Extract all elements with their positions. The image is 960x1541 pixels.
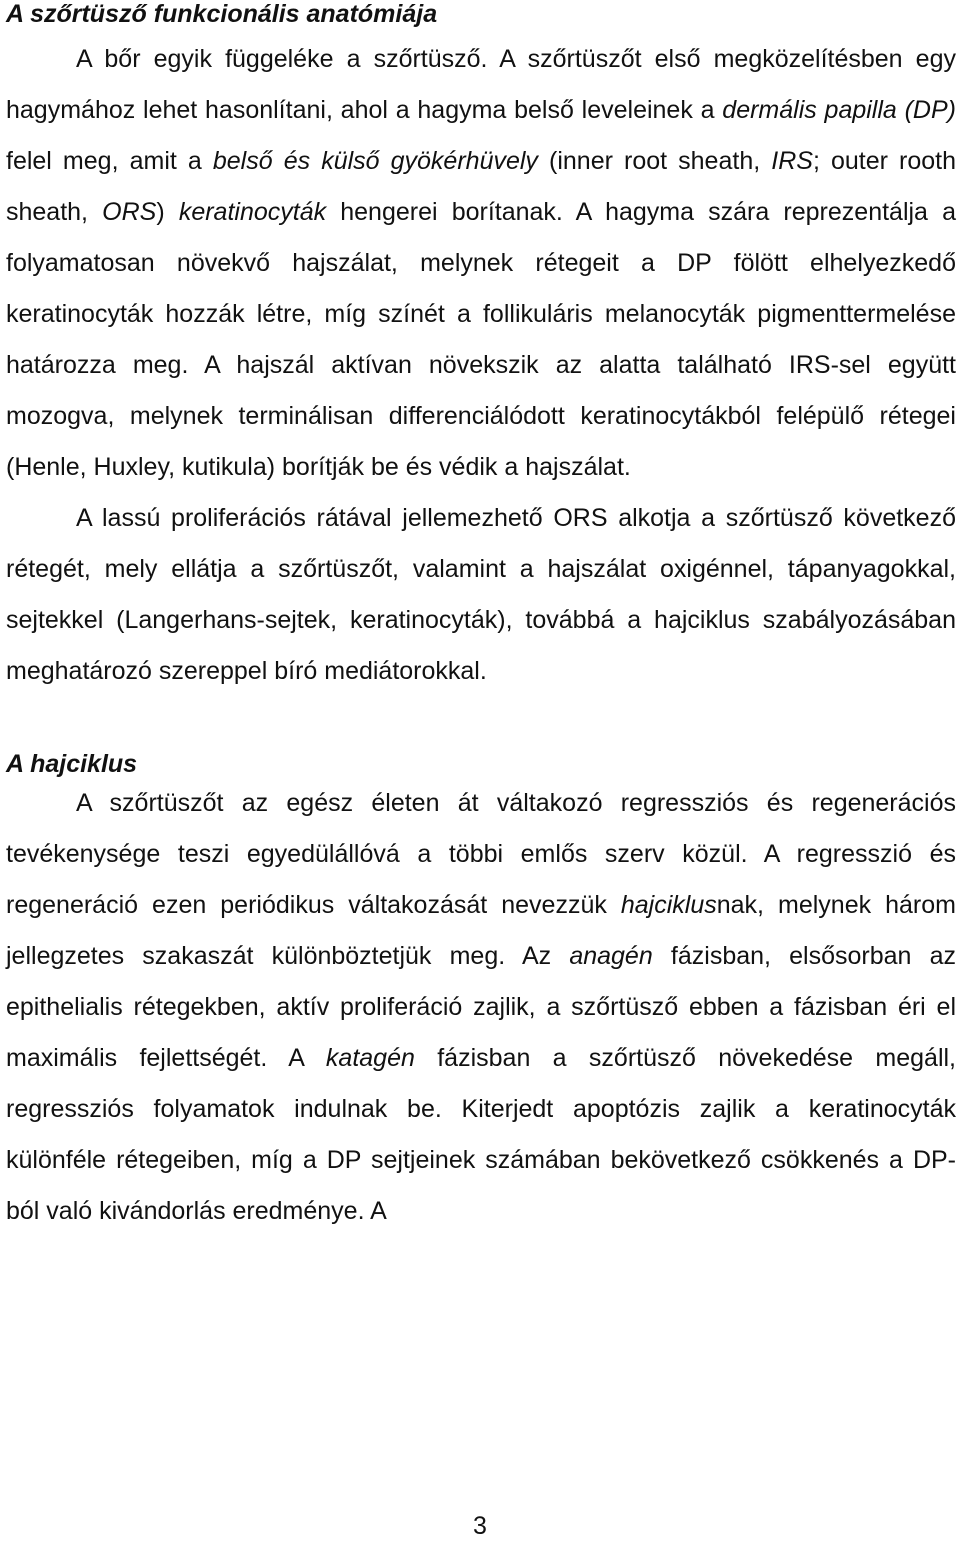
term-anagen: anagén bbox=[569, 942, 653, 970]
text-run: hengerei borítanak. A hagyma szára reprezentálja a folyamatosan növekvő hajszálat, melynek rétegeit a DP fölött elhelyezkedő keratinocyták hozzák létre, míg színét a follikuláris melanocyták pigmenttermelése határozza meg. A hajszál aktívan növekszik az alatta található IRS-sel együtt mozogva, melynek terminálisan differenciálódott keratinocytákból felépülő rétegei (Henle, Huxley, kutikula) borítják be és védik a hajszálat. bbox=[6, 198, 956, 481]
text-run: fázisban, elsősorban az epithelialis rétegekben, aktív proliferáció zajlik, a szőrtüsző ebben a fázisban éri el maximális fejlettségét. A bbox=[6, 942, 957, 1072]
text-run: fázisban a szőrtüsző növekedése megáll, regressziós folyamatok indulnak be. Kiterjedt apoptózis zajlik a keratinocyták különféle rétegeiben, míg a DP sejtjeinek számában bekövetkező csökkenés a DP-ból való kivándorlás eredménye. A bbox=[6, 1044, 957, 1225]
section-heading-anatomy: A szőrtüsző funkcionális anatómiája bbox=[6, 0, 438, 28]
term-ors: ORS bbox=[102, 198, 157, 226]
term-dermal-papilla: dermális papilla (DP) bbox=[722, 96, 956, 124]
term-catagen: katagén bbox=[325, 1044, 415, 1072]
text-run: A bőr egyik függeléke a szőrtüsző. A szőrtüszőt első megközelítésben egy hagymához lehet hasonlítani, ahol a hagyma belső leveleinek a bbox=[6, 45, 956, 124]
document-page bbox=[6, 0, 956, 1237]
text-run: felel meg, amit a bbox=[6, 147, 213, 175]
text-run: A szőrtüszőt az egész életen át váltakozó regressziós és regenerációs tevékenysége teszi egyedülállóvá a többi emlős szerv közül. A regresszió és regeneráció ezen periódikus váltakozását nevezzük bbox=[6, 789, 956, 919]
paragraph-hair-cycle bbox=[6, 778, 956, 1237]
text-run: ) bbox=[156, 198, 179, 226]
text-run: nak, melynek három jellegzetes szakaszát különböztetjük meg. Az bbox=[6, 891, 956, 970]
section-heading-hair-cycle: A hajciklus bbox=[6, 750, 138, 778]
page-number: 3 bbox=[473, 1512, 487, 1540]
term-keratinocytes: keratinocyták bbox=[178, 198, 327, 226]
text-run: (inner root sheath, bbox=[537, 147, 772, 175]
term-root-sheath: belső és külső gyökérhüvely bbox=[212, 147, 538, 175]
term-hair-cycle: hajciklus bbox=[620, 891, 717, 919]
text-run: ; outer rooth sheath, bbox=[6, 147, 956, 226]
paragraph-ors: A lassú proliferációs rátával jellemezhető ORS alkotja a szőrtüsző következő rétegét, mely ellátja a szőrtüszőt, valamint a hajszálat oxigénnel, tápanyagokkal, sejtekkel (Langerhans-sejtek, keratinocyták), továbbá a hajciklus szabályozásában meghatározó szereppel bíró mediátorokkal. bbox=[6, 504, 956, 685]
paragraph-anatomy-intro bbox=[6, 34, 956, 493]
term-irs: IRS bbox=[771, 147, 813, 175]
